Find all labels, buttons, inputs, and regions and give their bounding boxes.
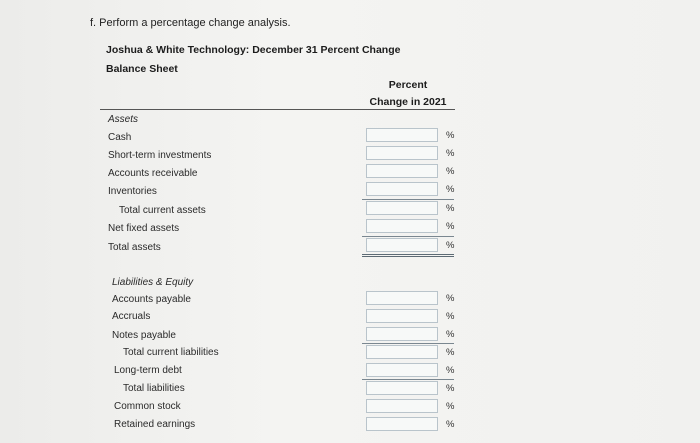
percent-sign: %: [446, 293, 455, 304]
question-prompt: f. Perform a percentage change analysis.: [90, 17, 291, 29]
percent-sign: %: [446, 365, 455, 376]
common-stock-percent-input[interactable]: [366, 399, 438, 413]
percent-sign: %: [446, 221, 455, 232]
row-label-total-assets: Total assets: [108, 242, 161, 253]
row-label-accounts-payable: Accounts payable: [112, 294, 191, 305]
row-label-cash: Cash: [108, 132, 132, 143]
percent-sign: %: [446, 347, 455, 358]
total-assets-percent-input[interactable]: [366, 238, 438, 252]
table-title: Joshua & White Technology: December 31 Percent Change: [106, 44, 401, 56]
short-term-investments-percent-input[interactable]: [366, 146, 438, 160]
percent-sign: %: [446, 166, 455, 177]
percent-sign: %: [446, 240, 455, 251]
subtotal-rule: [362, 236, 454, 237]
liabilities-heading: Liabilities & Equity: [112, 277, 194, 288]
net-fixed-assets-percent-input[interactable]: [366, 219, 438, 233]
header-divider: [100, 109, 455, 110]
percent-sign: %: [446, 130, 455, 141]
total-current-assets-percent-input[interactable]: [366, 201, 438, 215]
percent-sign: %: [446, 401, 455, 412]
subtotal-rule: [362, 199, 454, 200]
total-double-rule: [362, 256, 454, 257]
cash-percent-input[interactable]: [366, 128, 438, 142]
assets-heading: Assets: [108, 114, 139, 125]
column-header: [362, 77, 454, 111]
percent-sign: %: [446, 184, 455, 195]
inventories-percent-input[interactable]: [366, 182, 438, 196]
row-label-notes-payable: Notes payable: [112, 330, 176, 341]
row-label-retained-earnings: Retained earnings: [114, 419, 196, 430]
row-label-net-fixed-assets: Net fixed assets: [108, 223, 180, 234]
row-label-short-term-investments: Short-term investments: [108, 150, 212, 161]
column-header-line1: Percent: [388, 79, 428, 91]
row-label-accruals: Accruals: [112, 311, 151, 322]
row-label-accounts-receivable: Accounts receivable: [108, 168, 198, 179]
column-header-line2: Change in 2021: [369, 96, 447, 108]
row-label-total-current-assets: Total current assets: [119, 205, 206, 216]
percent-sign: %: [446, 329, 455, 340]
subtotal-rule: [362, 343, 454, 344]
percent-sign: %: [446, 311, 455, 322]
percent-sign: %: [446, 148, 455, 159]
percent-sign: %: [446, 203, 455, 214]
total-current-liabilities-percent-input[interactable]: [366, 345, 438, 359]
total-double-rule: [362, 254, 454, 255]
retained-earnings-percent-input[interactable]: [366, 417, 438, 431]
accounts-payable-percent-input[interactable]: [366, 291, 438, 305]
row-label-common-stock: Common stock: [114, 401, 181, 412]
row-label-long-term-debt: Long-term debt: [114, 365, 182, 376]
row-label-inventories: Inventories: [108, 186, 157, 197]
table-subtitle: Balance Sheet: [106, 63, 178, 75]
percent-sign: %: [446, 383, 455, 394]
accounts-receivable-percent-input[interactable]: [366, 164, 438, 178]
total-liabilities-percent-input[interactable]: [366, 381, 438, 395]
row-label-total-liabilities: Total liabilities: [123, 383, 185, 394]
row-label-total-current-liabilities: Total current liabilities: [123, 347, 219, 358]
percent-sign: %: [446, 419, 455, 430]
accruals-percent-input[interactable]: [366, 309, 438, 323]
subtotal-rule: [362, 379, 454, 380]
notes-payable-percent-input[interactable]: [366, 327, 438, 341]
long-term-debt-percent-input[interactable]: [366, 363, 438, 377]
